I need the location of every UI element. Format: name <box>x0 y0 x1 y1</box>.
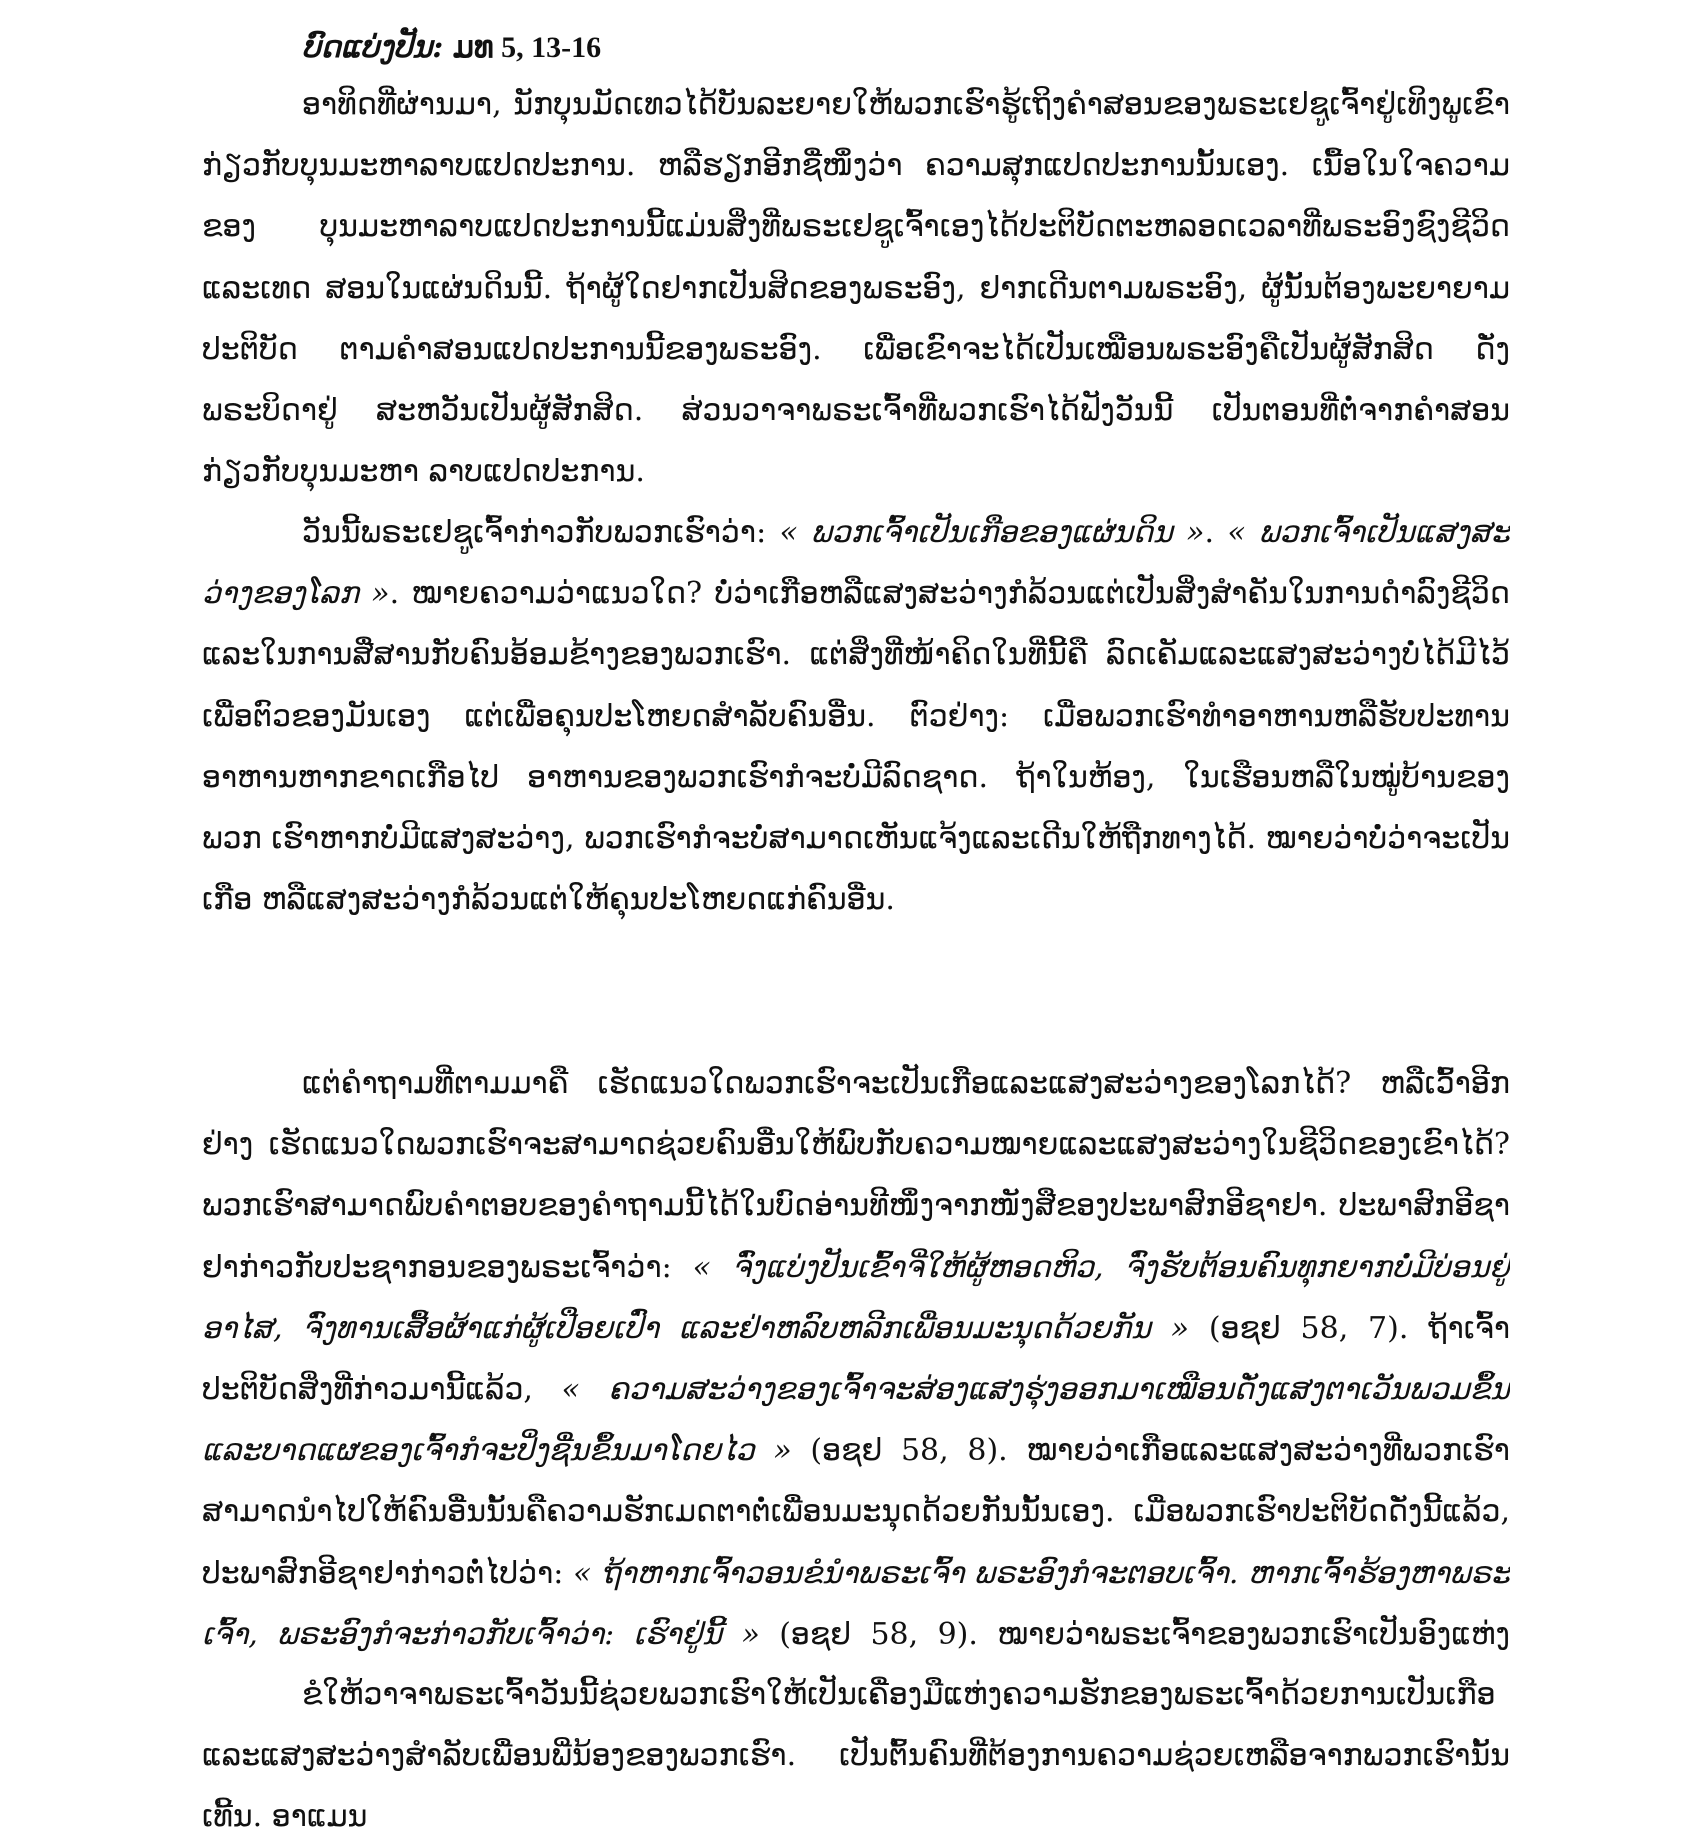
paragraph-text: (ອຊຢ 58, 9). ໝາຍວ່າພຣະເຈົ້າຂອງພວກເຮົາເປັນອົງແຫ່ງ <box>779 1616 1510 1652</box>
homily-heading <box>302 30 1510 66</box>
isaiah-quote: « ຄວາມສະວ່າງຂອງເຈົ້າຈະສ່ອງແສງຮຸ່ງອອກມາເໝືອນດັ່ງແສງຕາເວັນພວມຂຶ້ນ ແລະບາດແຜຂອງເຈົ້າກໍຈະປິ່ງຊື່ນຂຶ້ນມາໂດຍໄວ » <box>202 1372 1510 1469</box>
gospel-quote: « ພວກເຈົ້າເປັນແສງສະ ວ່າງຂອງໂລກ » <box>202 515 1510 612</box>
isaiah-quote: « ຖ້າຫາກເຈົ້າວອນຂໍນຳພຣະເຈົ້າ ພຣະອົງກໍຈະຕອບເຈົ້າ. ຫາກເຈົ້າຮ້ອງຫາພຣະ ເຈົ້າ, ພຣະອົງກໍຈະກ່າວກັບເຈົ້າວ່າ: ເຮົາຢູ່ນີ້ » <box>202 1555 1510 1652</box>
paragraph-closing <box>202 1664 1510 1848</box>
paragraph-salt-light <box>202 502 1510 1053</box>
paragraph-text: . ໝາຍຄວາມວ່າແນວໃດ? ບໍ່ວ່າເກືອຫລືແສງສະວ່າງກໍລ້ວນແຕ່ເປັນສິ່ງສຳຄັນໃນການດຳລົງຊີວິດ ແລະໃນການສື່ສານກັບຄົນອ້ອມຂ້າງຂອງພວກເຮົາ. ແຕ່ສິ່ງທີ່ໜ້າຄິດໃນທີ່ນີ້ຄື ລົດເຄັມແລະແສງສະວ່າງບໍ່ໄດ້ມີໄວ້ ເພື່ອຕົວຂອງມັນເອງ ແຕ່ເພື່ອຄຸນປະໂຫຍດສຳລັບຄົນອື່ນ. ຕົວຢ່າງ: ເມື່ອພວກເຮົາທຳອາຫານຫລືຮັບປະທານ ອາຫານຫາກຂາດເກືອໄປ ອາຫານຂອງພວກເຮົາກໍຈະບໍ່ມີລົດຊາດ. ຖ້າໃນຫ້ອງ, ໃນເຮືອນຫລືໃນໝູ່ບ້ານຂອງພວກ ເຮົາຫາກບໍ່ມີແສງສະວ່າງ, ພວກເຮົາກໍຈະບໍ່ສາມາດເຫັນແຈ້ງແລະເດີນໃຫ້ຖືກທາງໄດ້. ໝາຍວ່າບໍ່ວ່າຈະເປັນເກືອ ຫລືແສງສະວ່າງກໍລ້ວນແຕ່ໃຫ້ຄຸນປະໂຫຍດແກ່ຄົນອື່ນ. <box>202 576 1510 918</box>
gospel-quote: « ພວກເຈົ້າເປັນເກືອຂອງແຜ່ນດິນ » <box>779 515 1205 550</box>
homily-page <box>202 30 1510 1848</box>
isaiah-quote: « ຈົ່ງແບ່ງປັນເຂົ້າຈີ່ໃຫ້ຜູ້ຫອດຫິວ, ຈົ່ງຮັບຕ້ອນຄົນທຸກຍາກບໍ່ມີບ່ອນຢູ່ ອາໄສ, ຈົ່ງທານເສື້ອຜ້າແກ່ຜູ້ເປືອຍເປົ່າ ແລະຢ່າຫລົບຫລີກເພື່ອນມະນຸດດ້ວຍກັນ » <box>202 1249 1510 1346</box>
heading-label: ບົດແບ່ງປັນ: <box>302 30 444 65</box>
scripture-reference: ມທ 5, 13-16 <box>452 31 602 64</box>
paragraph-text: . <box>1204 515 1228 550</box>
paragraph-intro <box>202 74 1510 502</box>
paragraph-text: ແຕ່ຄຳຖາມທີ່ຕາມມາຄື ເຮັດແນວໃດພວກເຮົາຈະເປັນເກືອແລະແສງສະວ່າງຂອງໂລກໄດ້? ຫລືເວົ້າອີກ ຢ່າງ ເຮັດແນວໃດພວກເຮົາຈະສາມາດຊ່ວຍຄົນອື່ນໃຫ້ພົບກັບຄວາມໝາຍແລະແສງສະວ່າງໃນຊີວິດຂອງເຂົາໄດ້? ພວກເຮົາສາມາດພົບຄຳຕອບຂອງຄຳຖາມນີ້ໄດ້ໃນບົດອ່ານທີໜຶ່ງຈາກໜັງສືຂອງປະພາສົກອີຊາຢາ. ປະພາສົກອີຊາ ຢາກ່າວກັບປະຊາກອນຂອງພຣະເຈົ້າວ່າ: <box>202 1066 1510 1285</box>
paragraph-text: ຂໍໃຫ້ວາຈາພຣະເຈົ້າວັນນີ້ຊ່ວຍພວກເຮົາໃຫ້ເປັນເຄື່ອງມືແຫ່ງຄວາມຮັກຂອງພຣະເຈົ້າດ້ວຍການເປັນເກືອ ແລະແສງສະວ່າງສຳລັບເພື່ອນພີ່ນ້ອງຂອງພວກເຮົາ. ເປັນຕົ້ນຄົນທີ່ຕ້ອງການຄວາມຊ່ວຍເຫລືອຈາກພວກເຮົານັ້ນ ເທີ້ນ. ອາແມນ <box>202 1677 1510 1835</box>
paragraph-text: ອາທິດທີ່ຜ່ານມາ, ນັກບຸນມັດເທວໄດ້ບັນລະຍາຍໃຫ້ພວກເຮົາຮູ້ເຖິງຄຳສອນຂອງພຣະເຢຊູເຈົ້າຢູ່ເທິງພູເຂົາ ກ່ຽວກັບບຸນມະຫາລາບແປດປະການ. ຫລືຮຽກອີກຊື່ໜຶ່ງວ່າ ຄວາມສຸກແປດປະການນັ້ນເອງ. ເນື້ອໃນໃຈຄວາມຂອງ ບຸນມະຫາລາບແປດປະການນີ້ແມ່ນສິ່ງທີ່ພຣະເຢຊູເຈົ້າເອງໄດ້ປະຕິບັດຕະຫລອດເວລາທີ່ພຣະອົງຊົງຊີວິດແລະເທດ ສອນໃນແຜ່ນດິນນີ້. ຖ້າຜູ້ໃດຢາກເປັນສິດຂອງພຣະອົງ, ຢາກເດີນຕາມພຣະອົງ, ຜູ້ນັ້ນຕ້ອງພະຍາຍາມປະຕິບັດ ຕາມຄຳສອນແປດປະການນີ້ຂອງພຣະອົງ. ເພື່ອເຂົາຈະໄດ້ເປັນເໝືອນພຣະອົງຄືເປັນຜູ້ສັກສິດ ດັ່ງພຣະບິດາຢູ່ ສະຫວັນເປັນຜູ້ສັກສິດ. ສ່ວນວາຈາພຣະເຈົ້າທີ່ພວກເຮົາໄດ້ຟັງວັນນີ້ ເປັນຕອນທີ່ຕໍ່ຈາກຄຳສອນກ່ຽວກັບບຸນມະຫາ ລາບແປດປະການ. <box>202 87 1510 490</box>
paragraph-text: ວັນນີ້ພຣະເຢຊູເຈົ້າກ່າວກັບພວກເຮົາວ່າ: <box>302 515 780 550</box>
paragraph-text: (ອຊຢ 58, 8). ໝາຍວ່າເກືອແລະແສງສະວ່າງທີ່ພວກເຮົາ ສາມາດນຳໄປໃຫ້ຄົນອື່ນນັ້ນຄືຄວາມຮັກເມດຕາຕໍ່ເພື່ອນມະນຸດດ້ວຍກັນນັ້ນເອງ. ເມື່ອພວກເຮົາປະຕິບັດດັ່ງນີ້ແລ້ວ, ປະພາສົກອີຊາຢາກ່າວຕໍ່ໄປວ່າ: <box>202 1433 1510 1591</box>
paragraph-text: (ອຊຢ 58, 7). ຖ້າເຈົ້າ ປະຕິບັດສິ່ງທີ່ກ່າວມານີ້ແລ້ວ, <box>202 1310 1510 1408</box>
paragraph-isaiah <box>202 1053 1510 1664</box>
